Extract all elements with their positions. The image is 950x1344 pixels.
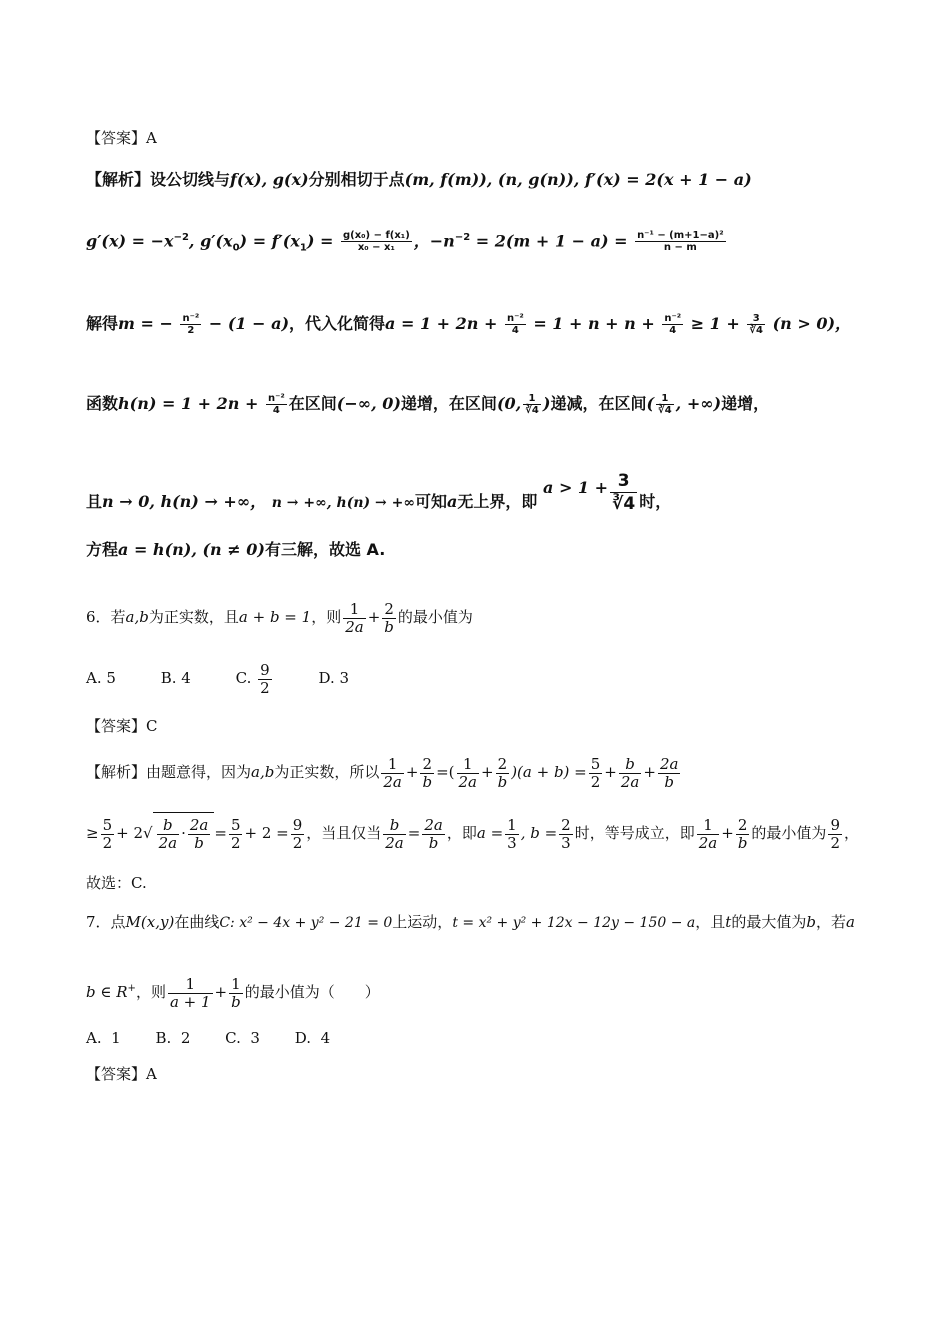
question-7-answer: 【答案】A [86,1065,157,1083]
prev-analysis-line-3 [86,313,851,336]
math: , b = [520,824,558,842]
numerator: 2 [420,756,434,774]
numerator: g(x₀) − f(x₁) [342,230,410,242]
math: a + b = 1 [238,608,312,626]
math: ≥ 1 + [690,314,740,333]
fraction [229,817,243,852]
choice-label: D. [318,669,335,687]
math: = 2(m + 1 − a) = [475,231,628,251]
sup: + [127,983,136,994]
math: f(x), g(x) [230,170,309,189]
fraction [619,756,642,791]
math: )(a + b) = [511,763,587,781]
math: g′(x) = −x [86,231,174,251]
fraction [736,817,750,852]
choice-label: A. [86,669,102,687]
numerator: 1 [697,817,720,835]
choice-c[interactable] [225,1028,260,1048]
denominator: b [422,772,433,791]
math: ) = f′(x [239,231,300,251]
denominator: ∛4 [525,405,539,416]
text: 解得 [86,314,119,333]
denominator: 2 [260,678,270,697]
denominator: 2a [698,833,718,852]
choice-value: 4 [320,1029,331,1047]
question-6-analysis-line-2: ≥ $\frac{5}{2}$ + 2√ $\frac{b}{2a}$ · $\frac{2a}{b}$ = $\frac{5}{2}$ + 2 = $\frac{9}{2}$ ，当且仅当 $\frac{b}{2a}$ = $\frac{2a}{b}$ ，即a = $\frac{1}{3}$ , b = $\frac{2}{3}$ 时，等号成立，即 $\frac{1}{2a}$ + $\frac{2}{b}$ 的最小值为 $\frac{9}{2}$ ， [86,812,859,853]
fraction [258,662,272,697]
text: 上运动， [392,913,453,931]
numerator: 2 [736,817,750,835]
denominator: b [497,772,508,791]
choice-label: B. [155,1029,172,1047]
choice-value: 2 [180,1029,191,1047]
denominator: b [194,833,204,852]
numerator: 2 [382,601,396,619]
fraction [383,817,406,852]
math: n → 0, h(n) → +∞， [102,492,267,511]
fraction [457,756,480,791]
denominator: ∛4 [612,494,636,514]
ge: ≥ [86,824,99,842]
denominator: 4 [669,325,677,336]
fraction [505,313,526,336]
prev-analysis-line-1 [86,170,752,190]
numerator: 1 [381,756,404,774]
fraction [180,313,201,336]
question-6-answer: 【答案】C [86,717,158,735]
denominator: x₀ − x₁ [357,242,395,254]
fraction [422,817,445,852]
math: ( [646,394,655,413]
numerator: b [157,817,180,835]
math: C: x² − 4x + y² − 21 = 0 [219,915,393,931]
choice-value: 3 [250,1029,260,1047]
question-number: 6．若 [86,608,126,626]
denominator: b [428,833,439,852]
numerator: 1 [523,393,541,405]
numerator: 1 [656,393,674,405]
fraction [229,976,243,1011]
question-7 [86,912,855,933]
numerator: 1 [168,976,213,994]
question-6-analysis-line-1: 【解析】由题意得，因为a,b为正实数，所以 $\frac{1}{2a}$ + $\frac{2}{b}$ =( $\frac{1}{2a}$ + $\frac{2}{b}$ )(a + b) = $\frac{5}{2}$ + $\frac{b}{2a}$ + $\frac{2a}{b}$ [86,754,679,791]
numerator: 2a [189,815,209,834]
math: ，−n [413,231,455,251]
denominator: 2 [187,325,195,336]
question-7-choices [86,1028,360,1048]
math: b ∈ R [86,983,128,1001]
choice-value: 1 [111,1029,121,1047]
choice-value: 5 [106,669,116,687]
question-6-conclusion: 故选：C. [86,874,147,892]
question-6 [86,600,473,636]
denominator: 2a [158,833,178,852]
math: M(x,y) [125,913,175,931]
denominator: ∛4 [749,325,764,336]
fraction [188,817,211,852]
math: t [725,913,732,931]
denominator: 3 [507,833,517,852]
text: 递增，在区间 [400,394,497,413]
numerator: 5 [102,815,113,834]
dot: · [181,824,186,842]
text: ，则 [311,608,342,626]
text: 的最大值为 [731,913,807,931]
math: = 1 + n + n + [533,314,655,333]
text: ， [843,824,859,842]
numerator: 3 [610,470,637,493]
fraction [101,817,115,852]
choice-label: D. [294,1029,312,1047]
prev-analysis-line-4 [86,393,769,416]
denominator: 3 [561,833,571,852]
fraction [381,756,404,791]
math: a = [476,824,504,842]
analysis-label: 【解析】 [86,170,151,189]
numerator: n⁻¹ − (m+1−a)² [637,230,724,242]
choice-label: B. [160,669,177,687]
prev-analysis-line-2: $g'(x) = -x^{-2}$, $g'(x_0) = f'(x_1)$ = $\frac{\text{g(x₀) − f(x₁)}}{\text{x₀ − x₁}}$ ，$-n^{-2} = 2(m + 1 - a)$ = $\frac{\text{n⁻¹ − (m+1−a)²}}{n - m}$ [86,230,724,254]
fraction [157,817,180,852]
question-7-line-2: b ∈ R+，则 $\frac{1}{a + 1}$ + $\frac{1}{b}$ 的最小值为（ ） [86,974,380,1011]
choice-a[interactable] [86,660,116,696]
math: a,b [251,763,275,781]
numerator: 5 [230,815,241,834]
text: 在曲线 [174,913,220,931]
numerator: 3 [747,313,765,325]
fraction [656,393,674,416]
denominator: 2a [458,772,477,791]
math: ) [542,394,551,413]
text: 由题意得，因为 [146,763,252,781]
text: + 2 [116,824,144,842]
text: 在区间 [288,394,337,413]
text: 有三解，故选 A. [264,540,386,559]
denominator: 2a [383,772,402,791]
numerator: 9 [260,660,270,679]
math: (n > 0)， [772,314,852,333]
text: ，当且仅当 [306,824,382,842]
numerator: n⁻² [664,313,682,324]
prev-analysis-line-5 [86,471,672,525]
text: + 2 = [244,824,289,842]
choice-label: A. [86,1029,102,1047]
math: , g′(x [188,231,233,251]
numerator: 2a [424,815,443,834]
text: 为正实数，所以 [274,763,380,781]
denominator: ∛4 [658,405,672,416]
text: 无上界，即 [457,492,538,511]
math: a = h(n), (n ≠ 0) [118,540,265,559]
text: 的最小值为 [751,824,827,842]
fraction [505,817,519,852]
fraction [828,817,842,852]
fraction [266,393,287,416]
math: a [845,913,855,931]
text: 可知 [415,492,448,511]
text: ，且 [695,913,726,931]
text: 的最小值为（ ） [244,983,380,1001]
numerator: b [619,756,642,774]
choice-value: 3 [339,669,350,687]
fraction [496,756,510,791]
fraction [523,393,541,416]
numerator: 9 [292,815,303,834]
denominator: b [384,617,394,636]
text: ，则 [135,983,166,1001]
math: b [806,913,816,931]
numerator: 1 [343,601,366,619]
plus: + [367,608,381,626]
fraction [658,756,681,791]
fraction [610,470,637,515]
text: 分别相切于点 [308,170,405,189]
numerator: 5 [590,754,601,773]
numerator: n⁻² [506,313,524,324]
fraction [343,601,366,636]
denominator: 2 [102,833,113,852]
math: a [447,492,458,511]
numerator: 1 [457,756,480,774]
choice-d[interactable] [295,1028,330,1048]
math: (−∞, 0) [336,394,401,413]
numerator: 2a [659,754,679,773]
question-6-choices [86,660,389,697]
choice-b[interactable] [155,1028,190,1048]
math: a > 1 + [543,478,609,497]
numerator: 2 [561,815,571,834]
numerator: n⁻² [267,393,285,404]
fraction [589,756,603,791]
math: a = 1 + 2n + [385,314,498,333]
math: (0, [496,394,522,413]
text: 时， [639,492,672,511]
numerator: 1 [229,976,243,994]
fraction [697,817,720,852]
fraction [559,817,573,852]
math: ) = [306,231,334,251]
math: t = x² + y² + 12x − 12y − 150 − a [452,915,696,931]
numerator: 1 [507,815,517,834]
text: 为正实数，且 [148,608,239,626]
numerator: 2 [496,756,510,774]
denominator: b [231,992,241,1011]
denominator: 4 [511,325,519,336]
sup: −2 [454,232,471,243]
fraction [420,756,434,791]
sup: −2 [173,232,189,243]
prev-analysis-line-6 [86,540,385,560]
text: ，即 [446,824,477,842]
denominator: b [664,772,674,791]
choice-a[interactable] [86,1028,121,1048]
choice-value: 4 [181,669,191,687]
choice-label: C. [225,1029,241,1047]
text: 且 [86,492,103,511]
denominator: 2 [830,833,840,852]
text: 递增， [721,394,770,413]
choice-d[interactable] [318,660,349,696]
math: a,b [125,608,149,626]
fraction [662,313,683,336]
math: n → +∞, h(n) → +∞ [271,495,416,511]
math: m = − [118,314,173,333]
text: ，若 [815,913,846,931]
denominator: 2 [292,833,303,852]
fraction [382,601,396,636]
denominator: 2a [345,617,364,636]
denominator: 2 [230,833,241,852]
question-number: 7．点 [86,913,126,931]
choice-c[interactable] [236,660,274,697]
paren: ( [448,763,455,781]
fraction [635,230,726,253]
choice-b[interactable] [161,660,191,696]
fraction [341,230,412,253]
denominator: 2a [620,772,640,791]
choice-label: C. [235,669,252,687]
math: (m, f(m)), (n, g(n)), f′(x) = 2(x + 1 − a) [404,170,752,189]
text: 的最小值为 [397,608,473,626]
denominator: 2 [590,772,601,791]
numerator: n⁻² [182,313,200,324]
prev-answer: 【答案】A [86,129,157,147]
fraction [168,976,213,1011]
math: , +∞) [675,394,722,413]
text: 方程 [86,540,119,559]
text: 递减，在区间 [550,394,647,413]
denominator: 2a [385,833,404,852]
denominator: 4 [272,405,280,416]
text: 函数 [86,394,119,413]
analysis-label: 【解析】 [86,763,147,781]
numerator: b [383,817,406,835]
fraction [747,313,765,336]
text: ，代入化简得 [289,314,386,333]
denominator: b [737,833,748,852]
text: 设公切线与 [150,170,231,189]
sqrt [153,812,215,853]
fraction [291,817,305,852]
denominator: n − m [663,242,697,254]
math: h(n) = 1 + 2n + [118,394,259,413]
equals: = [436,763,449,781]
numerator: 9 [830,815,840,834]
denominator: a + 1 [169,992,211,1011]
math: − (1 − a) [208,314,290,333]
text: 时，等号成立，即 [574,824,695,842]
